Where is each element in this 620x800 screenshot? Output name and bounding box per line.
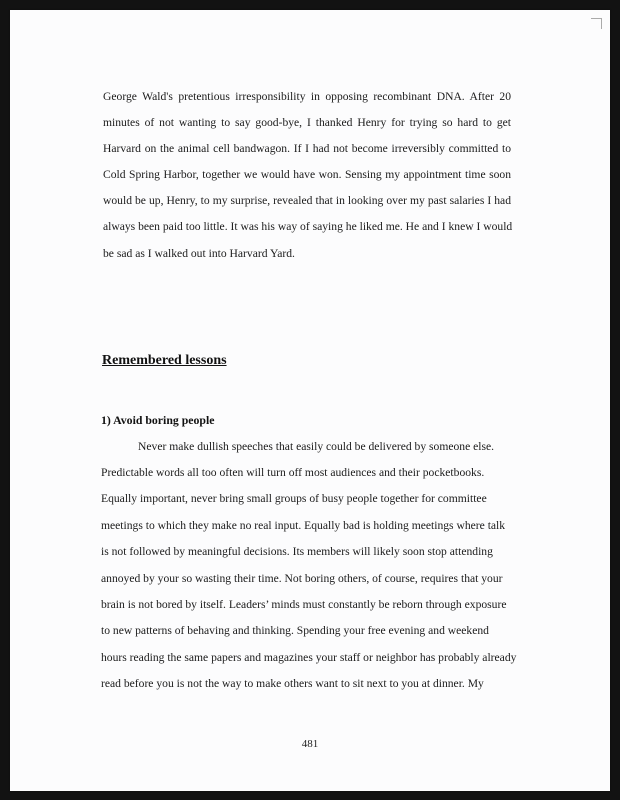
- paragraph-line: always been paid too little. It was his way of saying he liked me. He and I knew I would: [103, 220, 513, 233]
- document-page: [10, 10, 610, 791]
- paragraph-line: Predictable words all too often will turn off most audiences and their pocketbooks.: [101, 466, 485, 479]
- paragraph-line: Equally important, never bring small groups of busy people together for committee: [101, 492, 487, 505]
- section-heading: Remembered lessons: [102, 353, 227, 368]
- page-corner-mark: [591, 18, 602, 29]
- paragraph-line: Cold Spring Harbor, together we would have won. Sensing my appointment time soon: [103, 168, 511, 181]
- paragraph-line: be sad as I walked out into Harvard Yard.: [103, 247, 295, 260]
- paragraph-line: Never make dullish speeches that easily could be delivered by someone else.: [138, 440, 495, 453]
- paragraph-line: read before you is not the way to make others want to sit next to you at dinner. My: [101, 677, 484, 690]
- paragraph-line: meetings to which they make no real input. Equally bad is holding meetings where talk: [101, 519, 506, 532]
- paragraph-line: annoyed by your so wasting their time. Not boring others, of course, requires that your: [101, 572, 503, 585]
- paragraph-line: hours reading the same papers and magazines your staff or neighbor has probably already: [101, 651, 517, 664]
- paragraph-line: minutes of not wanting to say good-bye, I thanked Henry for trying so hard to get: [103, 116, 511, 129]
- page-number: 481: [301, 738, 319, 750]
- subsection-heading: 1) Avoid boring people: [101, 413, 215, 427]
- paragraph-line: Harvard on the animal cell bandwagon. If I had not become irreversibly committed to: [103, 142, 511, 155]
- paragraph-line: is not followed by meaningful decisions. Its members will likely soon stop attending: [101, 545, 493, 558]
- paragraph-line: brain is not bored by itself. Leaders’ minds must constantly be reborn through exposure: [101, 598, 507, 611]
- paragraph-line: to new patterns of behaving and thinking. Spending your free evening and weekend: [101, 624, 489, 637]
- paragraph-line: would be up, Henry, to my surprise, revealed that in looking over my past salaries I had: [103, 194, 511, 207]
- paragraph-line: George Wald's pretentious irresponsibility in opposing recombinant DNA. After 20: [103, 90, 511, 103]
